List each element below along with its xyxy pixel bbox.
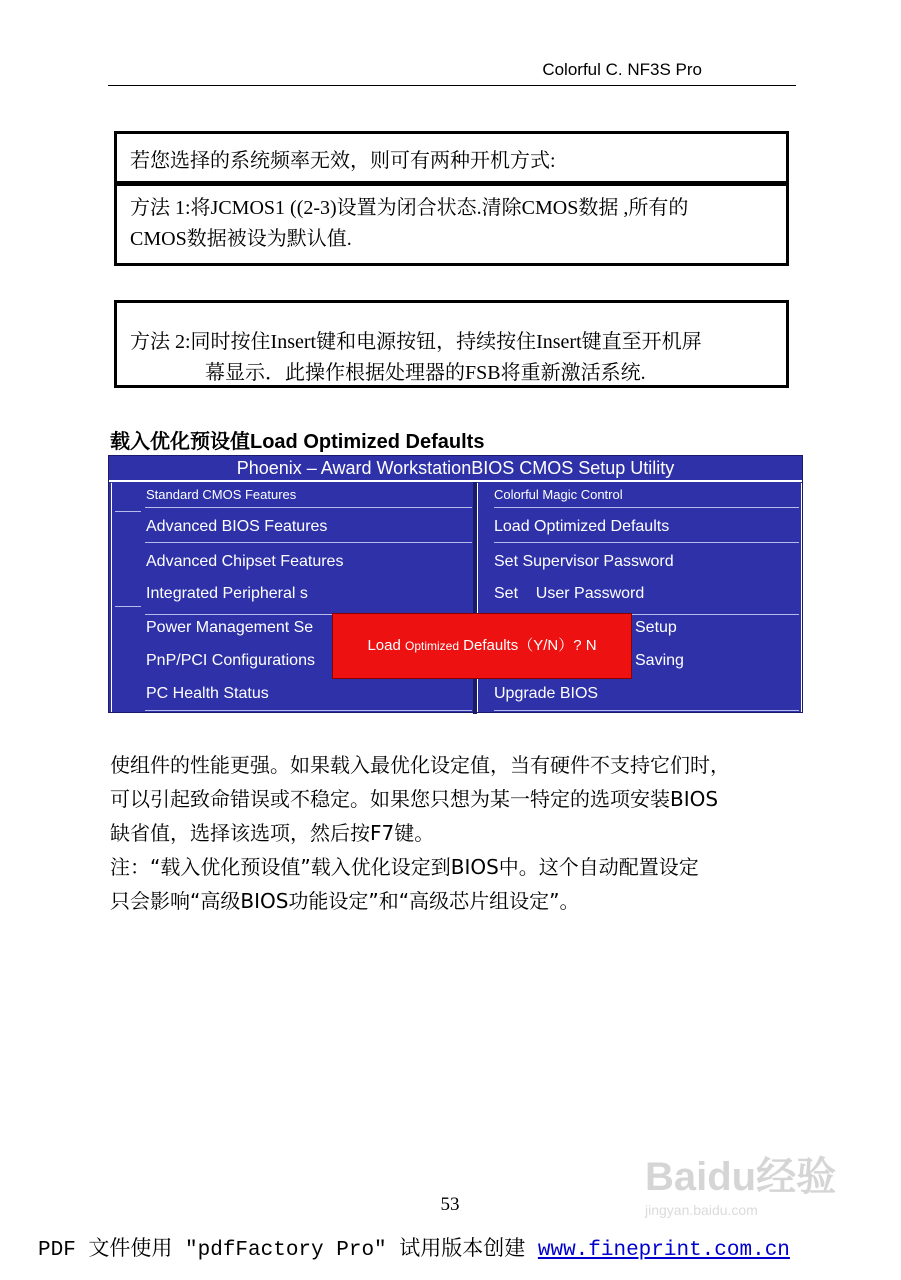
frequency-note-text: 若您选择的系统频率无效，则可有两种开机方式:	[130, 150, 556, 172]
bios-item-supervisor-password[interactable]: Set Supervisor Password	[494, 553, 674, 570]
dialog-text-optimized: Optimized	[404, 639, 460, 653]
bios-item-pc-health[interactable]: PC Health Status	[146, 685, 269, 702]
bios-item-load-optimized[interactable]: Load Optimized Defaults	[494, 518, 670, 535]
method2-box	[114, 300, 789, 388]
bios-item-save-setup[interactable]: Setup	[635, 619, 677, 636]
load-defaults-confirm-dialog[interactable]	[332, 613, 632, 679]
bios-item-advanced-bios[interactable]: Advanced BIOS Features	[146, 518, 328, 535]
header-rule	[108, 85, 796, 86]
body-line: 缺省值，选择该选项，然后按F7键。	[110, 821, 435, 845]
bios-item-exit-without-saving[interactable]: Saving	[635, 652, 684, 669]
bios-separator	[494, 507, 799, 508]
bios-item-power-management[interactable]: Power Management Se	[146, 619, 314, 636]
frequency-note-box	[114, 131, 789, 184]
baidu-watermark	[645, 1145, 845, 1235]
note-line: 注：“载入优化预设值”载入优化设定到BIOS中。这个自动配置设定	[110, 855, 699, 879]
footer-text: PDF 文件使用 "pdfFactory Pro" 试用版本创建	[38, 1239, 538, 1262]
bios-item-integrated-peripherals[interactable]: Integrated Peripheral s	[146, 585, 308, 602]
bios-separator	[145, 507, 472, 508]
page-number: 53	[440, 1194, 460, 1215]
bios-separator	[145, 542, 472, 543]
watermark-sub: jingyan.baidu.com	[645, 1202, 758, 1218]
bios-item-colorful-magic[interactable]: Colorful Magic Control	[494, 487, 623, 502]
bios-separator	[145, 710, 472, 711]
pdf-footer	[38, 1232, 790, 1262]
bios-title: Phoenix – Award WorkstationBIOS CMOS Setup Utility	[109, 456, 802, 482]
method1-box	[114, 183, 789, 266]
body-line: 可以引起致命错误或不稳定。如果您只想为某一特定的选项安装BIOS	[110, 787, 719, 811]
bios-item-advanced-chipset[interactable]: Advanced Chipset Features	[146, 553, 344, 570]
body-line: 使组件的性能更强。如果载入最优化设定值，当有硬件不支持它们时，	[110, 753, 730, 777]
dialog-text-defaults: Defaults（Y/N）? N	[459, 637, 597, 654]
bios-separator	[494, 710, 799, 711]
document-header-title: Colorful C. NF3S Pro	[542, 60, 702, 79]
method2-line2: 幕显示．此操作根据处理器的FSB将重新激活系统.	[205, 362, 646, 384]
bios-separator	[494, 542, 799, 543]
bios-item-upgrade-bios[interactable]: Upgrade BIOS	[494, 685, 599, 702]
bios-item-user-password[interactable]: Set User Password	[494, 585, 645, 602]
method1-line1: 方法 1:将JCMOS1 ((2-3)设置为闭合状态.清除CMOS数据 ,所有的	[130, 197, 689, 219]
note-line: 只会影响“高级BIOS功能设定”和“高级芯片组设定”。	[110, 889, 580, 913]
body-paragraph	[110, 748, 800, 918]
dialog-text-load: Load	[367, 637, 405, 654]
bios-tick	[115, 511, 141, 512]
watermark-brand: Baidu经验	[645, 1155, 837, 1199]
method1-line2: CMOS数据被设为默认值.	[130, 228, 352, 250]
section-heading: 载入优化预设值Load Optimized Defaults	[110, 431, 485, 453]
bios-tick	[115, 606, 141, 607]
bios-item-standard-cmos[interactable]: Standard CMOS Features	[146, 487, 297, 502]
footer-link[interactable]: www.fineprint.com.cn	[537, 1239, 790, 1262]
method2-line1: 方法 2:同时按住Insert键和电源按钮，持续按住Insert键直至开机屏	[130, 331, 702, 353]
bios-item-pnp-pci[interactable]: PnP/PCI Configurations	[146, 652, 315, 669]
